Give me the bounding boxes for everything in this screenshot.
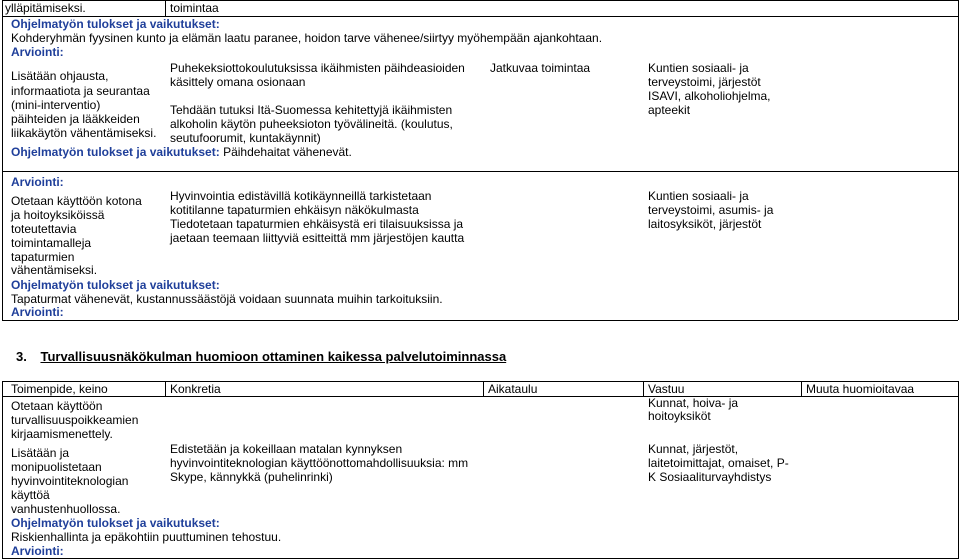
table-rule: [483, 381, 484, 397]
measure-line: tapaturmien: [11, 250, 75, 264]
measure-line: päihteiden ja lääkkeiden: [11, 112, 140, 126]
concrete-line: Tiedotetaan tapaturmien ehkäisystä eri tilaisuuksissa ja: [170, 217, 464, 231]
row0-cell-2: toimintaa: [170, 1, 219, 15]
responsibility-line: hoitoyksiköt: [648, 409, 711, 423]
measure-line: toteutettavia: [11, 222, 77, 236]
column-header: Toimenpide, keino: [11, 382, 108, 396]
table-rule: [165, 381, 166, 397]
column-header: Aikataulu: [488, 382, 538, 396]
concrete-line: kotitilanne tapaturmien ehkäisyn näkökulmasta: [170, 203, 419, 217]
table-rule: [2, 0, 3, 320]
impact-label: Ohjelmatyön tulokset ja vaikutukset:: [11, 278, 220, 292]
evaluation-label: Arviointi:: [11, 544, 64, 558]
measure-line: monipuolistetaan: [11, 460, 102, 474]
column-header: Muuta huomioitavaa: [806, 382, 915, 396]
evaluation-label: Arviointi:: [11, 305, 64, 319]
measure-line: hyvinvointiteknologian: [11, 474, 129, 488]
measure-line: ja hoitoyksiköissä: [11, 208, 105, 222]
responsibility-line: laitosyksiköt, järjestöt: [648, 217, 762, 231]
table-rule: [2, 0, 958, 1]
impact-text: Riskienhallinta ja epäkohtiin puuttuminen tehostuu.: [11, 530, 282, 544]
impact-text: Kohderyhmän fyysinen kunto ja elämän laatu paranee, hoidon tarve vähenee/siirtyy myöhempään ajankohtaan.: [11, 31, 603, 45]
section-heading: [16, 349, 506, 364]
measure-line: vanhustenhuollossa.: [11, 502, 121, 516]
concrete-line: käsittely omana osionaan: [170, 75, 306, 89]
concrete-line: alkoholin käytön puheeksioton työvälineitä. (koulutus,: [170, 117, 453, 131]
responsibility-line: laitetoimittajat, omaiset, P-: [648, 456, 789, 470]
measure-line: Lisätään ohjausta,: [11, 69, 109, 83]
measure-line: (mini-interventio): [11, 98, 101, 112]
schedule-cell: Jatkuvaa toimintaa: [490, 61, 591, 75]
impact-label: Ohjelmatyön tulokset ja vaikutukset:: [11, 145, 220, 159]
measure-line: käyttöä: [11, 488, 50, 502]
concrete-line: Hyvinvointia edistävillä kotikäynneillä tarkistetaan: [170, 189, 432, 203]
concrete-line: Puhekeksiottokoulutuksissa ikäihmisten päihdeasioiden: [170, 61, 465, 75]
responsibility-line: Kunnat, järjestöt,: [648, 442, 739, 456]
row0-cell-1: ylläpitämiseksi.: [5, 1, 86, 15]
concrete-line: jaetaan teemaan liittyviä esitteittä mm järjestöjen kautta: [170, 231, 465, 245]
table-rule: [643, 381, 644, 397]
concrete-line: seutufoorumit, kuntakäynnit): [170, 131, 321, 145]
table-rule: [801, 381, 802, 397]
column-header: Konkretia: [170, 382, 221, 396]
measure-line: Lisätään ja: [11, 446, 70, 460]
section-title: Turvallisuusnäkökulman huomioon ottaminen kaikessa palvelutoiminnassa: [40, 349, 507, 364]
responsibility-line: apteekit: [648, 103, 691, 117]
measure-line: informaatiota ja seurantaa: [11, 84, 150, 98]
table-rule: [2, 171, 958, 172]
table-rule: [2, 320, 958, 321]
measure-line: kirjaamismenettely.: [11, 427, 113, 441]
table-rule: [2, 558, 958, 559]
table-rule: [2, 396, 958, 397]
impact-text: Tapaturmat vähenevät, kustannussäästöjä voidaan suunnata muihin tarkoituksiin.: [11, 292, 443, 306]
impact-row: [11, 145, 352, 159]
column-header: Vastuu: [648, 382, 685, 396]
measure-line: turvallisuuspoikkeamien: [11, 413, 139, 427]
responsibility-line: Kuntien sosiaali- ja: [648, 61, 749, 75]
responsibility-line: terveystoimi, asumis- ja: [648, 203, 774, 217]
responsibility-line: Kuntien sosiaali- ja: [648, 189, 749, 203]
evaluation-label: Arviointi:: [11, 175, 64, 189]
measure-line: toimintamalleja: [11, 236, 92, 250]
concrete-line: Skype, kännykkä (puhelinrinki): [170, 470, 333, 484]
responsibility-line: ISAVI, alkoholiohjelma,: [648, 89, 771, 103]
responsibility-line: Kunnat, hoiva- ja: [648, 396, 739, 410]
evaluation-label: Arviointi:: [11, 45, 64, 59]
table-rule: [165, 0, 166, 16]
measure-line: vähentämiseksi.: [11, 263, 98, 277]
measure-line: Otetaan käyttöön kotona: [11, 194, 142, 208]
concrete-line: hyvinvointiteknologian käyttöönottomahdollisuuksia: mm: [170, 456, 469, 470]
impact-text: Päihdehaitat vähenevät.: [219, 145, 352, 159]
measure-line: Otetaan käyttöön: [11, 399, 103, 413]
section-number: 3.: [16, 349, 27, 364]
responsibility-line: terveystoimi, järjestöt: [648, 75, 761, 89]
impact-label: Ohjelmatyön tulokset ja vaikutukset:: [11, 17, 220, 31]
responsibility-line: K Sosiaaliturvayhdistys: [648, 470, 772, 484]
concrete-line: Edistetään ja kokeillaan matalan kynnyksen: [170, 442, 403, 456]
table-rule: [2, 381, 3, 559]
measure-line: liikakäytön vähentämiseksi.: [11, 126, 157, 140]
concrete-line: Tehdään tutuksi Itä-Suomessa kehitettyjä ikäihmisten: [170, 103, 453, 117]
impact-label: Ohjelmatyön tulokset ja vaikutukset:: [11, 516, 220, 530]
